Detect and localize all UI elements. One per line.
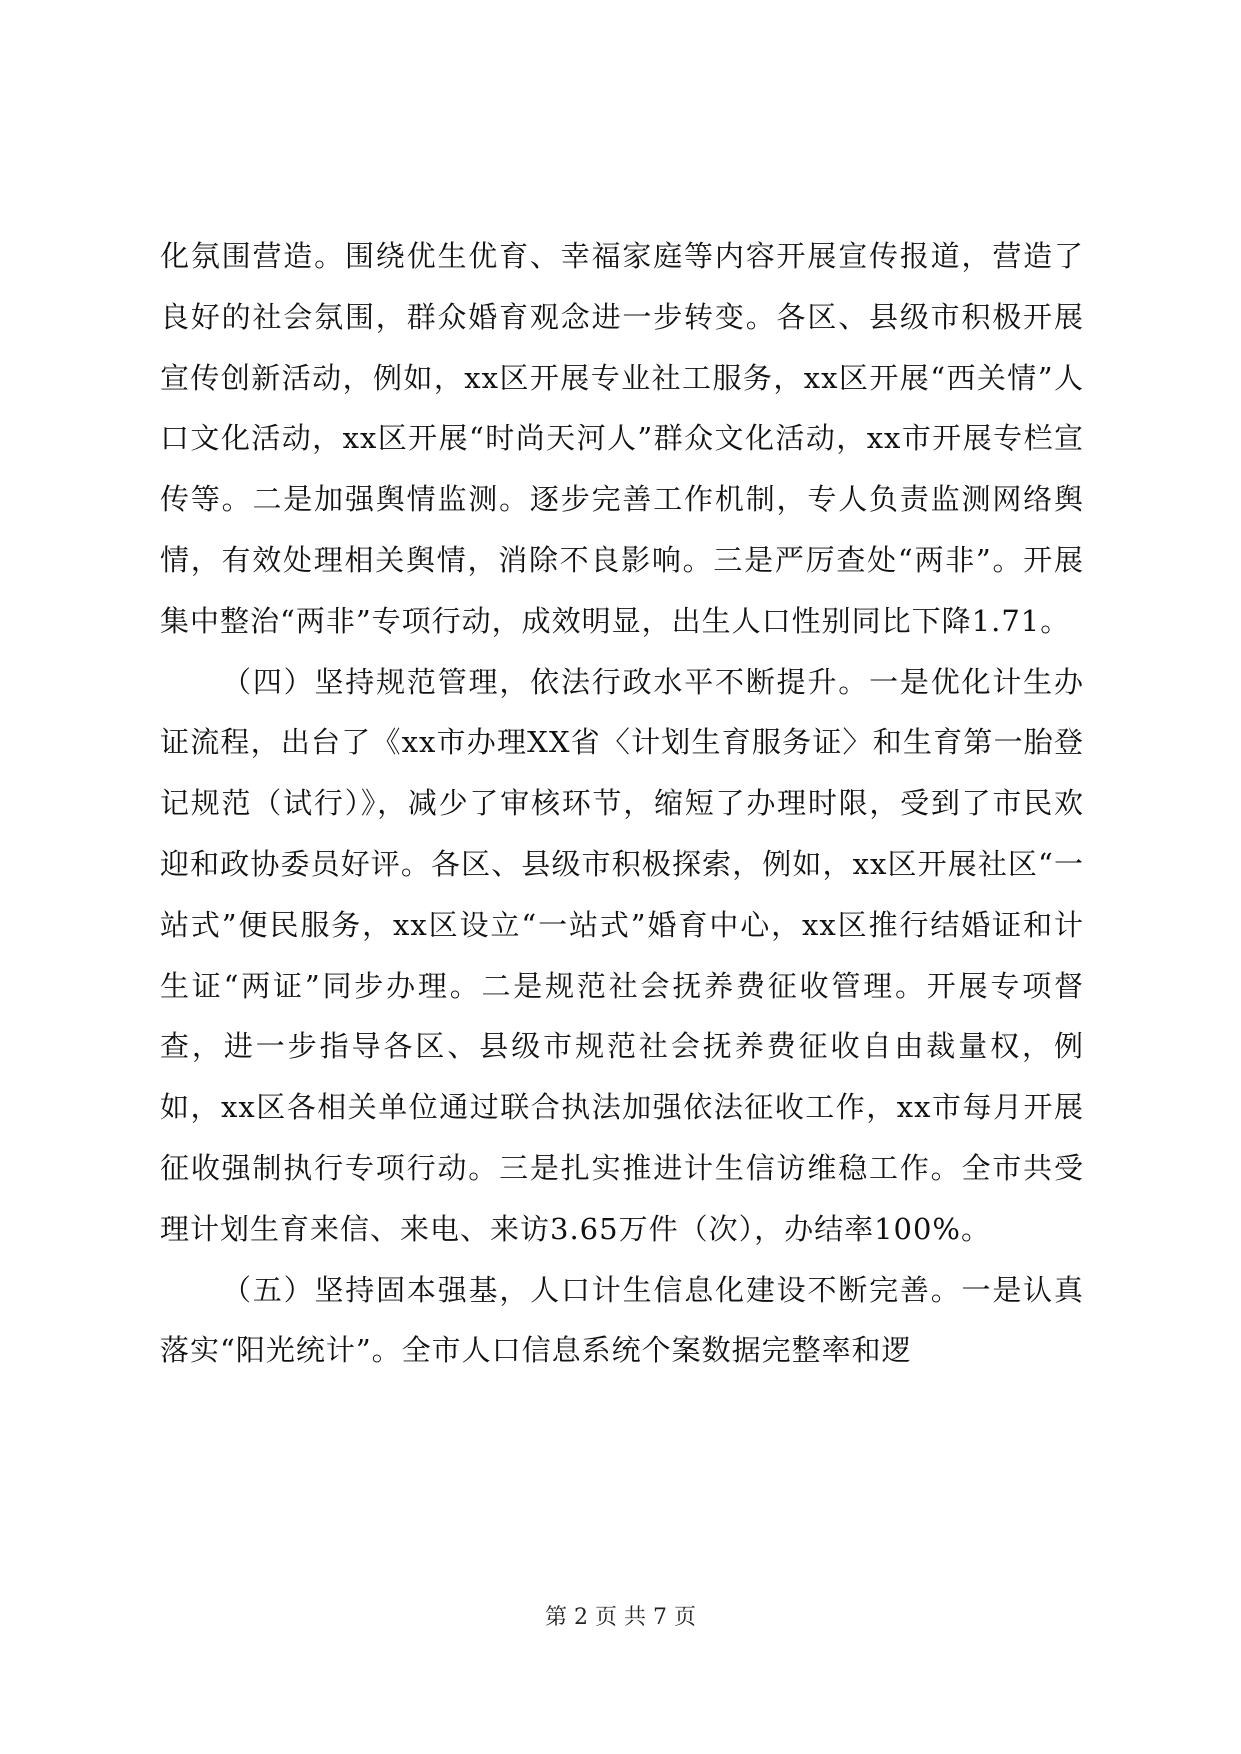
paragraph-2: （四）坚持规范管理，依法行政水平不断提升。一是优化计生办证流程，出台了《xx市办理XX省〈计划生育服务证〉和生育第一胎登记规范（试行）》，减少了审核环节，缩短了办理时限，受到了市民欢迎和政协委员好评。各区、县级市积极探索，例如，xx区开展社区“一站式”便民服务，xx区设立“一站式”婚育中心，xx区推行结婚证和计生证“两证”同步办理。二是规范社会抚养费征收管理。开展专项督查，进一步指导各区、县级市规范社会抚养费征收自由裁量权，例如，xx区各相关单位通过联合执法加强依法征收工作，xx市每月开展征收强制执行专项行动。三是扎实推进计生信访维稳工作。全市共受理计划生育来信、来电、来访3.65万件（次），办结率100%。 (160, 664, 1084, 1246)
paragraph-1: 化氛围营造。围绕优生优育、幸福家庭等内容开展宣传报道，营造了良好的社会氛围，群众婚育观念进一步转变。各区、县级市积极开展宣传创新活动，例如，xx区开展专业社工服务，xx区开展“西关情”人口文化活动，xx区开展“时尚天河人”群众文化活动，xx市开展专栏宣传等。二是加强舆情监测。逐步完善工作机制，专人负责监测网络舆情，有效处理相关舆情，消除不良影响。三是严厉查处“两非”。开展集中整治“两非”专项行动，成效明显，出生人口性别同比下降1.71。 (160, 239, 1084, 638)
page-footer: 第 2 页 共 7 页 (545, 1605, 696, 1630)
paragraph-3: （五）坚持固本强基，人口计生信息化建设不断完善。一是认真落实“阳光统计”。全市人口信息系统个案数据完整率和逻 (160, 1272, 1084, 1368)
document-body (160, 226, 1084, 1381)
